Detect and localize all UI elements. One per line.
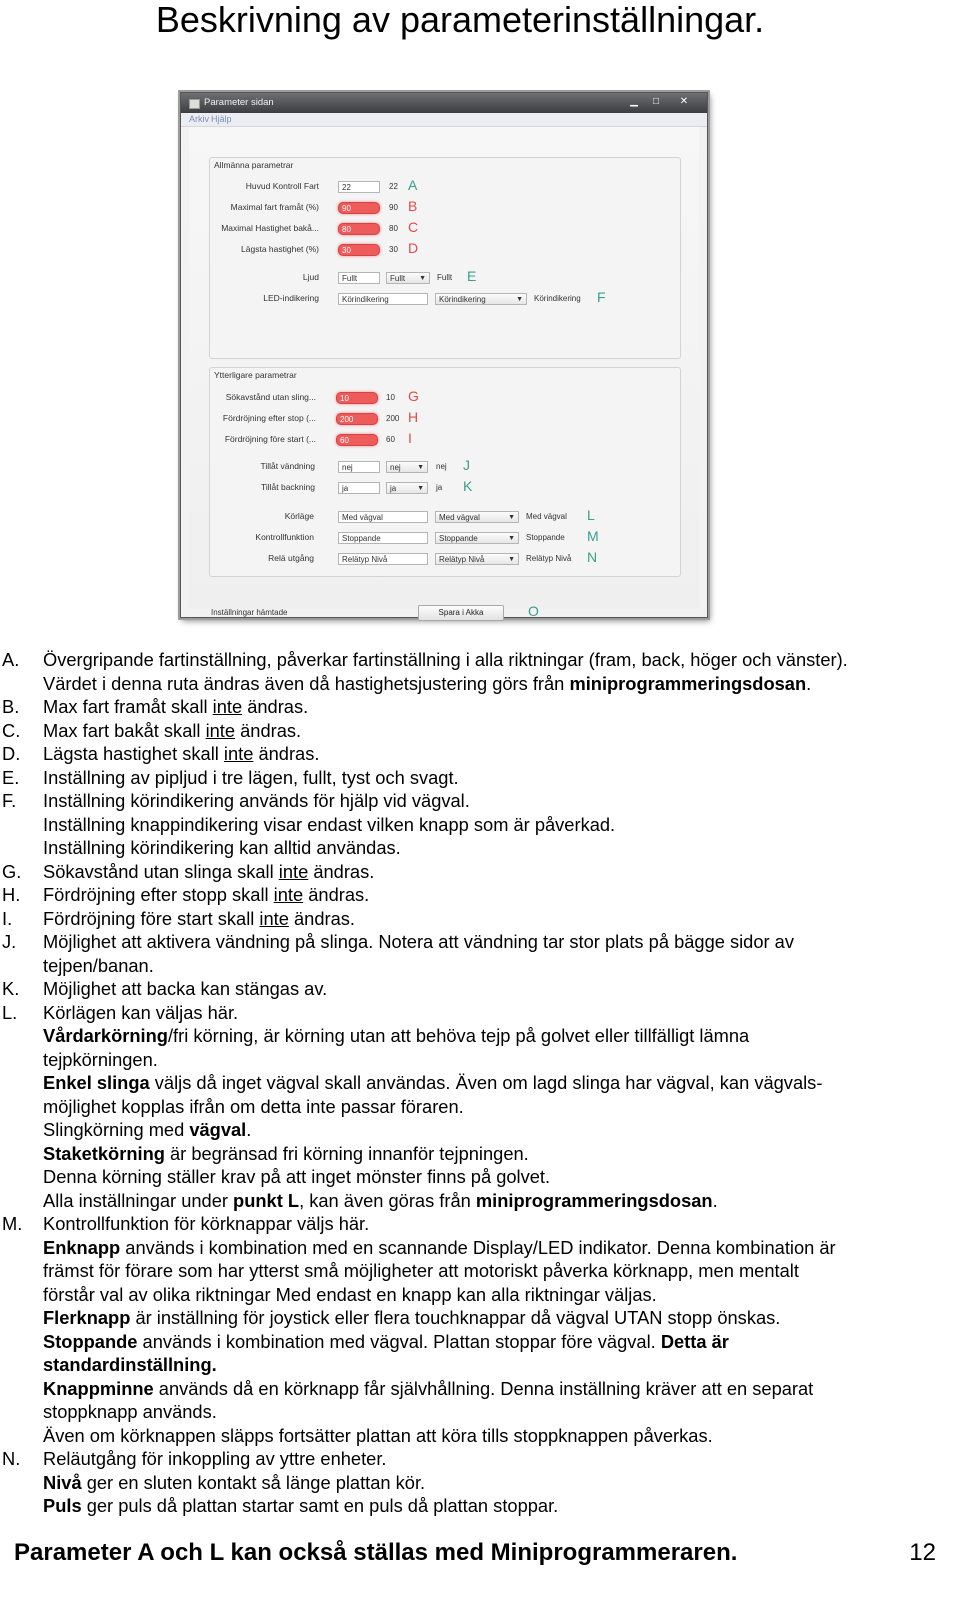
vandning-select-value: nej bbox=[390, 463, 401, 472]
item-bold-text: Puls bbox=[43, 1495, 82, 1516]
korlage-select-value: Med vägval bbox=[439, 513, 480, 522]
item-text: . bbox=[712, 1189, 718, 1211]
row-label: Kontrollfunktion bbox=[255, 532, 314, 542]
list-item-b bbox=[2, 695, 952, 719]
item-bold-text: vägval bbox=[189, 1119, 247, 1140]
item-bold-text: standardinställning. bbox=[43, 1354, 217, 1375]
backning-select[interactable] bbox=[386, 482, 428, 494]
item-bold-text: Nivå bbox=[43, 1471, 82, 1493]
item-letter: B. bbox=[2, 696, 20, 717]
marker-f: F bbox=[597, 289, 606, 305]
item-underlined-text: inte bbox=[259, 907, 289, 929]
item-text: Även om körknappen släpps fortsätter plattan att köra tills stoppknappen påverkas. bbox=[43, 1424, 713, 1446]
maximize-button[interactable]: □ bbox=[652, 96, 660, 107]
item-bold-text: Flerknapp bbox=[43, 1307, 131, 1328]
list-item-i bbox=[2, 907, 952, 931]
list-item-g bbox=[2, 860, 952, 884]
item-letter: D. bbox=[2, 743, 21, 764]
row-label: Fördröjning efter stop (... bbox=[222, 413, 316, 423]
item-bold-text: Stoppande bbox=[43, 1330, 138, 1352]
window-titlebar bbox=[181, 93, 707, 113]
item-text: Max fart framåt skall bbox=[43, 696, 213, 717]
close-button[interactable]: ✕ bbox=[679, 96, 689, 107]
item-letter: C. bbox=[2, 719, 21, 741]
marker-i: I bbox=[408, 430, 412, 446]
item-text: väljs då inget vägval skall användas. Även om lagd slinga har vägval, kan vägvals- bbox=[149, 1072, 823, 1093]
item-text: Inställning av pipljud i tre lägen, fullt, tyst och svagt. bbox=[43, 766, 459, 788]
item-bold-text: Vårdarkörning bbox=[43, 1025, 168, 1046]
item-text: Möjlighet att aktivera vändning på slinga. Notera att vändning tar stor plats på bägge sidor av bbox=[43, 931, 794, 952]
item-letter: L. bbox=[2, 1001, 18, 1023]
row-readout: 60 bbox=[386, 435, 395, 444]
chevron-down-icon: ▼ bbox=[508, 535, 515, 542]
status-field: Inställningar hämtade bbox=[208, 607, 398, 619]
item-text: stoppknapp används. bbox=[43, 1401, 217, 1422]
kontrollfunktion-field[interactable]: Stoppande bbox=[338, 532, 428, 544]
item-text: . bbox=[806, 672, 812, 694]
item-letter: I. bbox=[2, 907, 13, 929]
marker-h: H bbox=[408, 409, 419, 425]
item-text: ger en sluten kontakt så länge plattan kör. bbox=[81, 1471, 426, 1493]
item-text: Möjlighet att backa kan stängas av. bbox=[43, 978, 328, 999]
kontrollfunktion-select[interactable] bbox=[435, 532, 519, 544]
chevron-down-icon: ▼ bbox=[508, 514, 515, 521]
item-text: Fördröjning före start skall bbox=[43, 907, 260, 929]
row-readout: 200 bbox=[386, 414, 400, 423]
menu-hjalp[interactable]: Hjälp bbox=[211, 114, 232, 124]
page-footer: Parameter A och L kan också ställas med Miniprogrammeraren. bbox=[14, 1539, 738, 1566]
spara-i-akka-button[interactable]: Spara i Akka bbox=[418, 605, 504, 621]
korlage-field[interactable]: Med vägval bbox=[338, 511, 428, 523]
list-item-l bbox=[2, 1001, 952, 1213]
item-bold-text: miniprogrammeringsdosan bbox=[475, 1189, 713, 1211]
marker-m: M bbox=[587, 528, 599, 544]
item-text: Inställning körindikering kan alltid användas. bbox=[43, 837, 401, 858]
marker-j: J bbox=[463, 457, 470, 473]
row-label: Fördröjning före start (... bbox=[224, 434, 316, 444]
marker-b: B bbox=[408, 198, 418, 214]
rela-utgang-select[interactable] bbox=[435, 553, 519, 565]
item-text: ändras. bbox=[308, 860, 375, 882]
item-text: förstår val av olika riktningar Med endast en knapp kan alla riktningar väljas. bbox=[43, 1283, 657, 1305]
item-text: Kontrollfunktion för körknappar väljs här. bbox=[43, 1213, 370, 1234]
minimize-button[interactable]: ▁ bbox=[630, 96, 638, 107]
row-readout: 22 bbox=[389, 182, 398, 191]
marker-g: G bbox=[408, 388, 419, 404]
item-text: Denna körning ställer krav på att inget mönster finns på golvet. bbox=[43, 1166, 551, 1187]
item-underlined-text: inte bbox=[223, 743, 254, 764]
list-item-f bbox=[2, 789, 952, 860]
item-underlined-text: inte bbox=[205, 719, 236, 741]
item-text: ändras. bbox=[288, 907, 355, 929]
item-text: Inställning knappindikering visar endast vilken knapp som är påverkad. bbox=[43, 813, 616, 835]
item-underlined-text: inte bbox=[212, 696, 243, 717]
item-text: , kan även göras från bbox=[299, 1189, 476, 1211]
item-letter: H. bbox=[2, 884, 21, 905]
item-text: används i kombination med en scannande Display/LED indikator. Denna kombination är bbox=[120, 1236, 836, 1258]
ljud-field[interactable]: Fullt bbox=[338, 272, 380, 284]
row-readout: 10 bbox=[386, 393, 395, 402]
marker-k: K bbox=[463, 478, 473, 494]
item-text: Lägsta hastighet skall bbox=[43, 743, 224, 764]
list-item-j bbox=[2, 930, 952, 977]
list-item-m bbox=[2, 1212, 952, 1447]
row-readout: nej bbox=[436, 462, 447, 471]
parameter-window bbox=[180, 92, 708, 618]
row-readout: ja bbox=[436, 483, 443, 492]
korlage-select[interactable] bbox=[435, 511, 519, 523]
row-label: Körläge bbox=[284, 511, 314, 521]
item-text: främst för förare som har ytterst små möjligheter att motoriskt påverka körknapp, men mentalt bbox=[43, 1260, 799, 1281]
window-title: Parameter sidan bbox=[204, 97, 274, 108]
item-text: Alla inställningar under bbox=[43, 1189, 234, 1211]
list-item-d bbox=[2, 742, 952, 766]
ljud-select[interactable] bbox=[386, 272, 430, 284]
item-bold-text: Detta är bbox=[660, 1330, 729, 1352]
item-bold-text: Staketkörning bbox=[43, 1142, 165, 1164]
marker-n: N bbox=[587, 549, 598, 565]
item-bold-text: Enkel slinga bbox=[43, 1072, 150, 1093]
fordrojning-efter-stop-input[interactable]: 200 bbox=[336, 413, 378, 425]
item-text: tejpkörningen. bbox=[43, 1048, 158, 1070]
list-item-k bbox=[2, 977, 952, 1001]
item-text: Övergripande fartinställning, påverkar fartinställning i alla riktningar (fram, back, höger och vänster). bbox=[43, 649, 848, 670]
max-hastighet-bakat-input[interactable]: 80 bbox=[338, 223, 380, 235]
row-label: Maximal fart framåt (%) bbox=[230, 202, 319, 212]
menu-arkiv[interactable]: Arkiv bbox=[189, 114, 209, 124]
item-letter: N. bbox=[2, 1448, 21, 1469]
ljud-readout: Fullt bbox=[437, 273, 453, 282]
kontrollfunktion-select-value: Stoppande bbox=[439, 534, 478, 543]
item-text: Värdet i denna ruta ändras även då hastighetsjustering görs från bbox=[43, 672, 570, 694]
parameter-description-list bbox=[2, 648, 952, 1518]
menu-bar bbox=[181, 113, 707, 127]
sokavstand-input[interactable]: 10 bbox=[336, 392, 378, 404]
general-panel-title: Allmänna parametrar bbox=[214, 160, 294, 170]
ljud-select-value: Fullt bbox=[390, 274, 406, 283]
row-label: Maximal Hastighet bakå... bbox=[221, 223, 319, 233]
row-label: Relä utgång bbox=[268, 553, 314, 563]
chevron-down-icon: ▼ bbox=[419, 275, 426, 282]
item-letter: A. bbox=[2, 649, 20, 670]
marker-c: C bbox=[408, 219, 419, 235]
fordrojning-fore-start-input[interactable]: 60 bbox=[336, 434, 378, 446]
row-readout: Med vägval bbox=[526, 512, 567, 521]
app-icon bbox=[189, 99, 200, 109]
row-readout: Relätyp Nivå bbox=[526, 554, 572, 563]
item-bold-text: Enknapp bbox=[43, 1236, 121, 1258]
lagsta-hastighet-input[interactable]: 30 bbox=[338, 244, 380, 256]
item-text: Reläutgång för inkoppling av yttre enheter. bbox=[43, 1448, 387, 1469]
row-label: Tillåt vändning bbox=[260, 461, 315, 471]
row-readout: 80 bbox=[389, 224, 398, 233]
item-text: /fri körning, är körning utan att behöva tejp på golvet eller tillfälligt lämna bbox=[167, 1025, 750, 1046]
row-label: Sökavstånd utan sling... bbox=[225, 392, 316, 402]
item-text: ändras. bbox=[242, 696, 309, 717]
row-readout: 90 bbox=[389, 203, 398, 212]
row-label: Huvud Kontroll Fart bbox=[245, 181, 319, 191]
chevron-down-icon: ▼ bbox=[417, 464, 424, 471]
led-label: LED-indikering bbox=[263, 293, 319, 303]
window-client bbox=[189, 127, 699, 619]
list-item-c bbox=[2, 719, 952, 743]
led-field[interactable]: Körindikering bbox=[338, 293, 428, 305]
page-title: Beskrivning av parameterinställningar. bbox=[155, 0, 765, 40]
list-item-a bbox=[2, 648, 952, 695]
row-readout: 30 bbox=[389, 245, 398, 254]
vandning-field[interactable]: nej bbox=[338, 461, 380, 473]
item-letter: F. bbox=[2, 790, 17, 811]
item-text: tejpen/banan. bbox=[43, 954, 154, 976]
item-bold-text: Knappminne bbox=[43, 1377, 154, 1399]
item-text: är begränsad fri körning innanför tejpningen. bbox=[164, 1142, 529, 1164]
item-underlined-text: inte bbox=[273, 884, 304, 905]
item-underlined-text: inte bbox=[278, 860, 309, 882]
item-bold-text: miniprogrammeringsdosan bbox=[569, 672, 807, 694]
item-text: Körlägen kan väljas här. bbox=[43, 1001, 239, 1023]
item-text: Max fart bakåt skall bbox=[43, 719, 206, 741]
led-readout: Körindikering bbox=[534, 294, 581, 303]
item-text: är inställning för joystick eller flera touchknappar då vägval UTAN stopp önskas. bbox=[130, 1307, 781, 1328]
backning-select-value: ja bbox=[390, 484, 397, 493]
item-text: ändras. bbox=[253, 743, 320, 764]
item-text: Slingkörning med bbox=[43, 1119, 190, 1140]
list-item-n bbox=[2, 1447, 952, 1518]
item-letter: M. bbox=[2, 1213, 23, 1234]
item-letter: J. bbox=[2, 931, 17, 952]
huvud-kontroll-fart-input[interactable]: 22 bbox=[338, 181, 380, 193]
max-fart-framat-input[interactable]: 90 bbox=[338, 202, 380, 214]
item-text: används då en körknapp får självhållning. Denna inställning kräver att en separat bbox=[153, 1377, 814, 1399]
rela-utgang-field[interactable]: Relätyp Nivå bbox=[338, 553, 428, 565]
row-label: Lägsta hastighet (%) bbox=[241, 244, 319, 254]
ljud-label: Ljud bbox=[302, 272, 319, 282]
item-letter: K. bbox=[2, 978, 20, 999]
extra-panel-title: Ytterligare parametrar bbox=[214, 370, 297, 380]
marker-a: A bbox=[408, 177, 418, 193]
marker-l: L bbox=[587, 507, 595, 523]
marker-o: O bbox=[528, 603, 539, 619]
item-text: Fördröjning efter stopp skall bbox=[43, 884, 274, 905]
led-select-value: Körindikering bbox=[439, 295, 486, 304]
page-number: 12 bbox=[909, 1539, 936, 1566]
row-readout: Stoppande bbox=[526, 533, 565, 542]
item-text: Inställning körindikering används för hjälp vid vägval. bbox=[43, 790, 470, 811]
item-text: . bbox=[246, 1119, 252, 1140]
item-text: används i kombination med vägval. Plattan stoppar före vägval. bbox=[137, 1330, 661, 1352]
item-letter: E. bbox=[2, 766, 20, 788]
row-label: Tillåt backning bbox=[260, 482, 315, 492]
led-select[interactable] bbox=[435, 293, 527, 305]
rela-utgang-select-value: Relätyp Nivå bbox=[439, 555, 485, 564]
list-item-h bbox=[2, 883, 952, 907]
chevron-down-icon: ▼ bbox=[417, 485, 424, 492]
chevron-down-icon: ▼ bbox=[516, 296, 523, 303]
item-bold-text: punkt L bbox=[233, 1189, 300, 1211]
item-text: möjlighet kopplas ifrån om detta inte passar föraren. bbox=[43, 1095, 464, 1117]
item-letter: G. bbox=[2, 860, 22, 882]
item-text: ändras. bbox=[303, 884, 370, 905]
list-item-e bbox=[2, 766, 952, 790]
marker-e: E bbox=[467, 268, 477, 284]
chevron-down-icon: ▼ bbox=[508, 556, 515, 563]
item-text: ändras. bbox=[235, 719, 302, 741]
backning-field[interactable]: ja bbox=[338, 482, 380, 494]
marker-d: D bbox=[408, 240, 419, 256]
vandning-select[interactable] bbox=[386, 461, 428, 473]
item-text: Sökavstånd utan slinga skall bbox=[43, 860, 279, 882]
item-text: ger puls då plattan startar samt en puls då plattan stoppar. bbox=[81, 1495, 559, 1516]
